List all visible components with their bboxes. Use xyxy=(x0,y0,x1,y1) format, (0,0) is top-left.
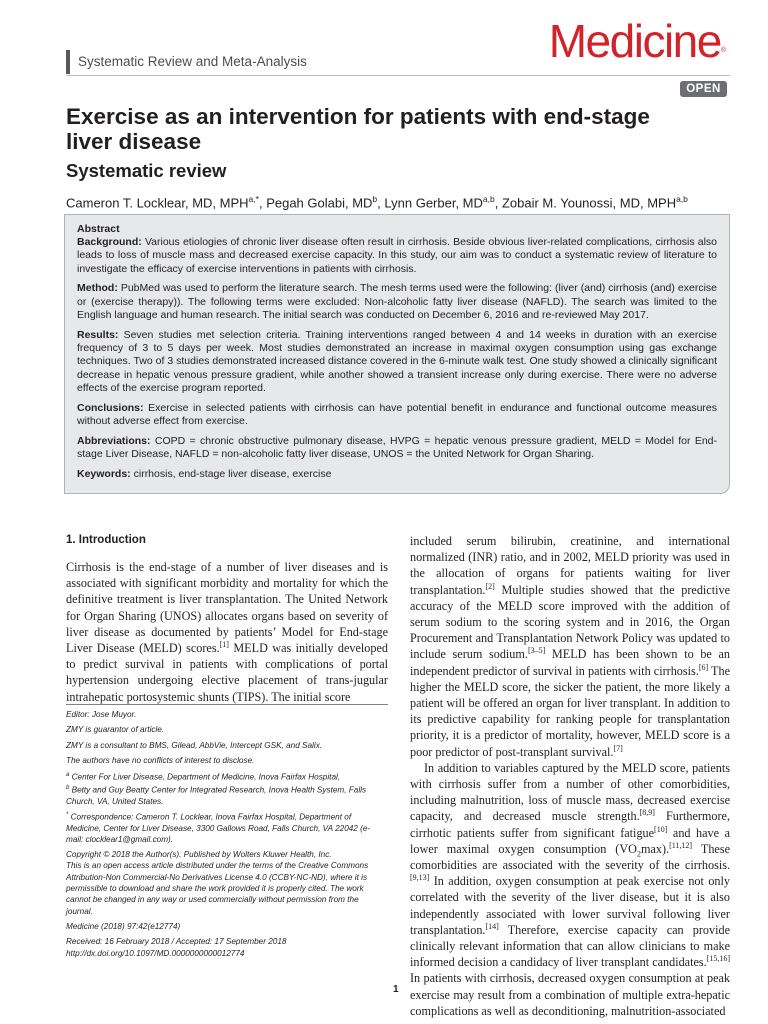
author-affiliation: a,* xyxy=(248,194,259,204)
section-label: Systematic Review and Meta-Analysis xyxy=(66,50,307,74)
citation-ref: [10] xyxy=(654,824,668,834)
citation-ref: [14] xyxy=(485,921,499,931)
author-name: Pegah Golabi, MD xyxy=(266,195,373,211)
abstract-box xyxy=(64,214,730,494)
intro-text: In addition, oxygen consumption at peak exercise not only correlated with the severity of the liver disease, but it is also independently associated with lower survival following liver transplantation. xyxy=(410,874,730,937)
footnote-license: This is an open access article distributed under the terms of the Creative Commons Attribution-Non Commercial-No Derivatives License 4.0 (CCBY-NC-ND), where it is permissible to download and share the work provided it is properly cited. The work cannot be changed in any way or used commercially without permission from the journal. xyxy=(66,861,369,916)
background-label: Background: xyxy=(77,236,142,248)
intro-text: MELD has been shown to be an independent predictor of survival in patients with cirrhosis. xyxy=(410,647,731,678)
footnote-affiliations xyxy=(66,770,386,807)
open-access-badge: OPEN xyxy=(680,81,727,97)
author-affiliation: b xyxy=(372,194,378,204)
author-affiliation: a,b xyxy=(482,194,495,204)
citation-ref: [8,9] xyxy=(639,808,655,818)
citation-ref: [2] xyxy=(485,581,495,591)
page-number: 1 xyxy=(393,984,399,995)
intro-text: and have a lower maximal oxygen consumption (VO xyxy=(410,825,730,856)
header-divider xyxy=(66,75,730,76)
subscript-2: 2 xyxy=(636,849,641,859)
footnote-citation: Medicine (2018) 97:42(e12774) xyxy=(66,921,181,931)
affiliation-mark: a xyxy=(66,772,70,779)
background-text: Various etiologies of chronic liver disease often result in cirrhosis. Beside obvious liver-related complications, cirrhosis also leads to loss of muscle mass and decreased exercise capacity. In this study, our aim was to conduct a systematic review of literature to investigate the efficacy of exercise interventions in patients with cirrhosis. xyxy=(77,236,718,275)
intro-text: MELD was initially developed to predict survival in patients with complications of portal hypertension undergoing elective placement of trans-jugular intrahepatic portosystemic shunts (TIPS). The initial score xyxy=(66,641,388,704)
journal-logo xyxy=(549,16,726,66)
abstract-background xyxy=(77,236,717,276)
footnote-consultant: ZMY is a consultant to BMS, Gilead, AbbVie, Intercept GSK, and Salix. xyxy=(66,740,323,750)
keywords-label: Keywords: xyxy=(77,467,131,480)
method-label: Method: xyxy=(77,282,118,295)
article-title: Exercise as an intervention for patients with end-stage liver disease xyxy=(66,104,650,154)
author-separator: , xyxy=(494,195,502,211)
author-name: Zobair M. Younossi, MD, MPH xyxy=(501,195,677,211)
footnote-copyright xyxy=(66,849,386,860)
intro-text: max). xyxy=(640,841,670,856)
citation-ref: [3–5] xyxy=(527,646,546,656)
citation-ref: [15,16] xyxy=(706,954,730,964)
abstract-heading: Abstract xyxy=(77,223,120,235)
author-separator: , xyxy=(258,195,267,211)
method-text: PubMed was used to perform the literature search. The mesh terms used were the following: (liver (and) cirrhosis (and) exercise or (exercise therapy)). The following terms were excluded: Non-alcoholic fatty liver disease (NAFLD). The search was limited to the English language and human research. The initial search was conducted on December 6, 2016 and re-reviewed May 2017. xyxy=(77,282,717,321)
intro-text: These comorbidities are associated with the severity of the cirrhosis. xyxy=(410,841,730,873)
body-column-right xyxy=(410,533,730,1019)
affiliation-mark: b xyxy=(66,785,70,792)
introduction-heading: 1. Introduction xyxy=(66,534,146,546)
author-list xyxy=(66,190,736,212)
footnote-guarantor: ZMY is guarantor of article. xyxy=(66,725,165,735)
abbreviations-label: Abbreviations: xyxy=(77,434,151,447)
conclusions-label: Conclusions: xyxy=(77,401,144,414)
citation-ref: [9,13] xyxy=(410,873,430,883)
footnotes xyxy=(66,709,386,963)
intro-text: In patients with cirrhosis, decreased oxygen consumption at peak exercise may result from a combination of multiple extra-hepatic complications as well as deconditioning, malnutrition-associated xyxy=(410,971,730,1018)
citation-ref: [1] xyxy=(219,639,229,649)
intro-text: included serum bilirubin, creatinine, and international normalized (INR) ratio, and in 2002, MELD priority was used in the allocation of organs for patients waiting for liver transplantation. xyxy=(410,534,730,597)
footnote-editor: Editor: Jose Muyor. xyxy=(66,710,137,719)
author-name: Lynn Gerber, MD xyxy=(384,195,483,211)
footnote-conflicts: The authors have no conflicts of interest to disclose. xyxy=(66,755,255,765)
abstract-results xyxy=(77,329,717,395)
citation-ref: [7] xyxy=(613,743,623,753)
footnote-dates: Received: 16 February 2018 / Accepted: 17 September 2018 xyxy=(66,937,287,947)
footnote-doi[interactable]: http://dx.doi.org/10.1097/MD.0000000000012774 xyxy=(66,948,245,958)
intro-text: The higher the MELD score, the sicker the patient, the more likely a patient will be offered an organ for liver transplant. In addition to its predictive capability for ranking people for transplantation priority, it is a predictor of mortality, however, MELD score is a poor predictor of post-transplant survival. xyxy=(410,663,730,759)
correspondence-text: Correspondence: Cameron T. Locklear, Inova Fairfax Hospital, Department of Medicine, Center for Liver Disease, 3300 Gallows Road, Falls Church, VA 22042 (e-mail: clocklear1@gmail.com). xyxy=(66,812,371,844)
citation-ref: [6] xyxy=(698,662,709,672)
trademark-symbol: ® xyxy=(720,47,726,54)
affiliation-a: Center For Liver Disease, Department of Medicine, Inova Fairfax Hospital, xyxy=(69,772,341,782)
abbreviations-text: COPD = chronic obstructive pulmonary disease, HVPG = hepatic venous pressure gradient, MELD = Model for End-stage Liver Disease, NAFLD = non-alcoholic fatty liver disease, UNOS = the United Network for Organ Sharing. xyxy=(77,434,717,461)
author-separator: , xyxy=(377,195,385,211)
footnote-divider xyxy=(66,704,388,705)
intro-text: Multiple studies showed that the predictive accuracy of the MELD score improved with the addition of serum sodium to the scoring system and in 2016, the Organ Procurement and Transplantation Network Policy was updated to include serum sodium. xyxy=(410,582,730,662)
intro-text: Therefore, exercise capacity can provide clinically relevant information that can allow clinicians to make informed decision a candidacy of liver transplant candidates. xyxy=(410,922,730,970)
correspondence-mark: * xyxy=(66,811,69,818)
author-affiliation: a,b xyxy=(676,194,688,204)
intro-paragraph-2 xyxy=(410,760,730,1019)
intro-paragraph-1-continued xyxy=(410,533,730,760)
results-text: Seven studies met selection criteria. Training interventions ranged between 4 and 14 weeks in duration with an exercise frequency of 3 to 5 days per week. Most studies demonstrated an increase in maximal oxygen consumption using gas exchange techniques. Two of 3 studies demonstrated increased distance covered in the 6-minute walk test. One study showed a clinically significant decrease in hepatic venous pressure gradient, while another showed a transient increase only during exercise. There were no adverse effects of the exercise program reported. xyxy=(77,328,717,394)
intro-text: Furthermore, cirrhotic patients suffer from significant fatigue xyxy=(410,809,730,840)
author-name: Cameron T. Locklear, MD, MPH xyxy=(66,195,249,211)
abstract-method xyxy=(77,282,717,322)
body-column-left xyxy=(66,533,388,705)
affiliation-b: Betty and Guy Beatty Center for Integrated Research, Inova Health System, Falls Church, VA, United States. xyxy=(66,785,367,807)
footnote-correspondence xyxy=(66,810,386,846)
article-subtitle: Systematic review xyxy=(66,160,227,181)
abstract-keywords xyxy=(77,468,717,481)
intro-text: Cirrhosis is the end-stage of a number of liver diseases and is associated with significant morbidity and mortality for which the definitive treatment is liver transplantation. The United Network for Organ Sharing (UNOS) allocates organs based on severity of liver disease as documented by patients’ Model for End-stage Liver Disease (MELD) scores. xyxy=(66,560,388,656)
abstract-conclusions xyxy=(77,402,717,429)
copyright-text: Copyright © 2018 the Author(s). Published by Wolters Kluwer Health, Inc. xyxy=(66,850,332,860)
intro-text: In addition to variables captured by the MELD score, patients with cirrhosis suffer from a number of other comorbidities, including malnutrition, loss of muscle mass, decreased exercise capacity, and decreased muscle strength. xyxy=(410,760,730,824)
conclusions-text: Exercise in selected patients with cirrhosis can have potential benefit in endurance and functional outcome measures without adverse effect from exercise. xyxy=(77,401,717,428)
intro-paragraph-1 xyxy=(66,559,388,705)
citation-ref: [11,12] xyxy=(669,840,693,850)
abstract-abbreviations xyxy=(77,435,717,462)
keywords-text: cirrhosis, end-stage liver disease, exercise xyxy=(133,467,332,480)
journal-name: Medicine xyxy=(548,15,721,67)
results-label: Results: xyxy=(77,328,119,341)
